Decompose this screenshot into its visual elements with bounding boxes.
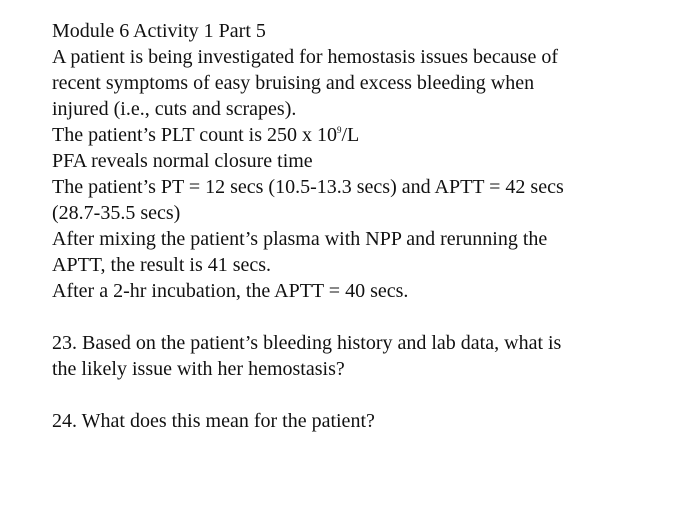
paragraph-spacer [52, 304, 682, 330]
paragraph-spacer [52, 382, 682, 408]
question-23-line: the likely issue with her hemostasis? [52, 358, 345, 380]
scenario-line: injured (i.e., cuts and scrapes). [52, 98, 297, 120]
question-23-line: 23. Based on the patient’s bleeding history and lab data, what is [52, 332, 562, 354]
plt-count-line [52, 122, 682, 148]
pfa-result-line: PFA reveals normal closure time [52, 150, 313, 172]
plt-count-text: The patient’s PLT count is 250 x 10 [52, 124, 337, 146]
document-body [52, 18, 682, 434]
pt-aptt-line: (28.7-35.5 secs) [52, 202, 181, 224]
mixing-study-line: APTT, the result is 41 secs. [52, 254, 272, 276]
plt-unit: /L [341, 124, 360, 146]
scenario-line: recent symptoms of easy bruising and excess bleeding when [52, 72, 535, 94]
scenario-line: A patient is being investigated for hemostasis issues because of [52, 46, 559, 68]
question-24-line: 24. What does this mean for the patient? [52, 410, 375, 432]
pt-aptt-line: The patient’s PT = 12 secs (10.5-13.3 secs) and APTT = 42 secs [52, 176, 564, 198]
plt-exponent: 9 [337, 125, 342, 135]
mixing-study-line: After mixing the patient’s plasma with NPP and rerunning the [52, 228, 548, 250]
incubation-line: After a 2-hr incubation, the APTT = 40 secs. [52, 280, 409, 302]
document-title: Module 6 Activity 1 Part 5 [52, 20, 266, 42]
